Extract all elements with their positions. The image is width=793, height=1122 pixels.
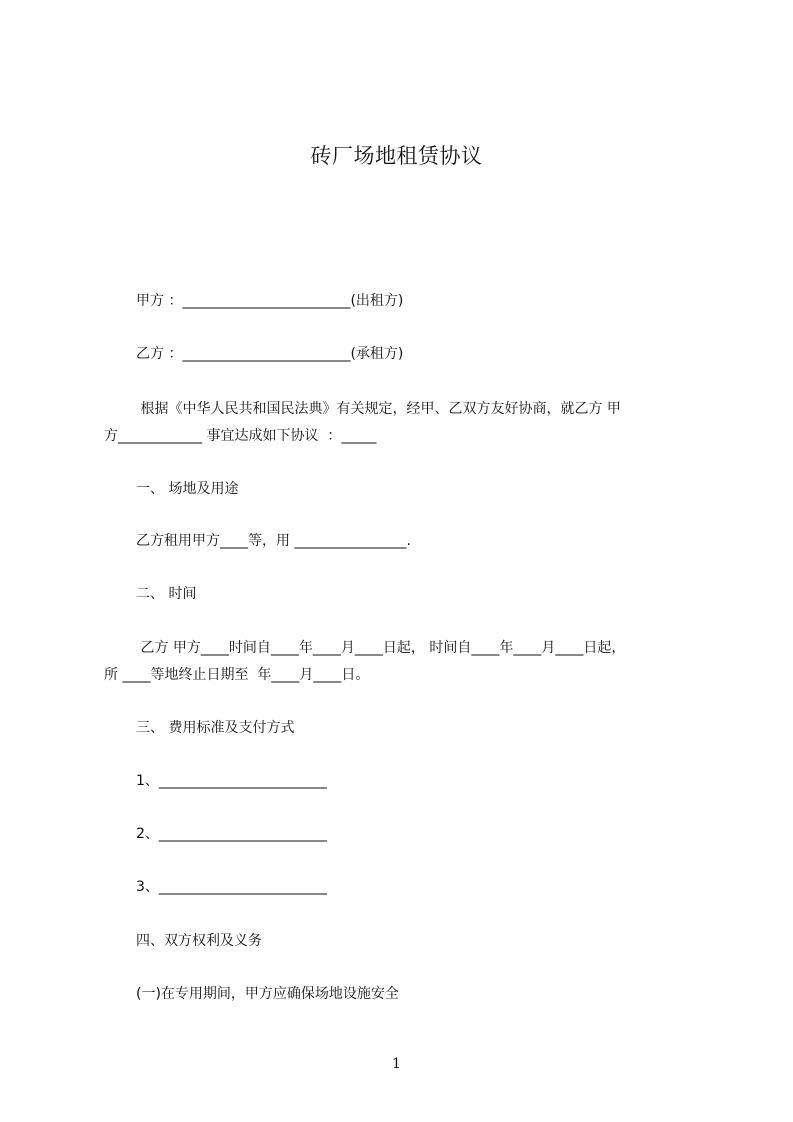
section-1-heading: 一、 场地及用途: [136, 481, 239, 497]
section-1-body: 乙方租用甲方____等，用 ________________.: [136, 533, 411, 549]
page-number: 1: [392, 1056, 401, 1072]
party-b-line: 乙方 ：________________________(承租方): [136, 346, 404, 362]
fee-item-2: 2、________________________: [136, 826, 327, 842]
fee-item-1: 1、________________________: [136, 773, 327, 789]
intro-paragraph-line-2: 方____________ 事宜达成如下协议 ：_____: [104, 428, 377, 444]
section-4-heading: 四、双方权利及义务: [136, 933, 262, 949]
section-3-heading: 三、 费用标准及支付方式: [136, 720, 295, 736]
section-4-subitem-1: (一)在专用期间，甲方应确保场地设施安全: [136, 986, 399, 1002]
section-2-heading: 二、 时间: [136, 586, 197, 602]
intro-paragraph-line-1: 根据《中华人民共和国民法典》有关规定，经甲、乙双方友好协商，就乙方 甲: [136, 401, 621, 417]
document-title: 砖厂场地租赁协议: [310, 144, 483, 168]
fee-item-3: 3、________________________: [136, 879, 327, 895]
party-a-line: 甲方 ：________________________(出租方): [136, 293, 404, 309]
section-2-line-2: 所 ____等地终止日期至 年____月____日。: [104, 667, 370, 683]
section-2-line-1: 乙方 甲方____时间自____年____月____日起， 时间自____年____月____日起，: [136, 640, 626, 656]
